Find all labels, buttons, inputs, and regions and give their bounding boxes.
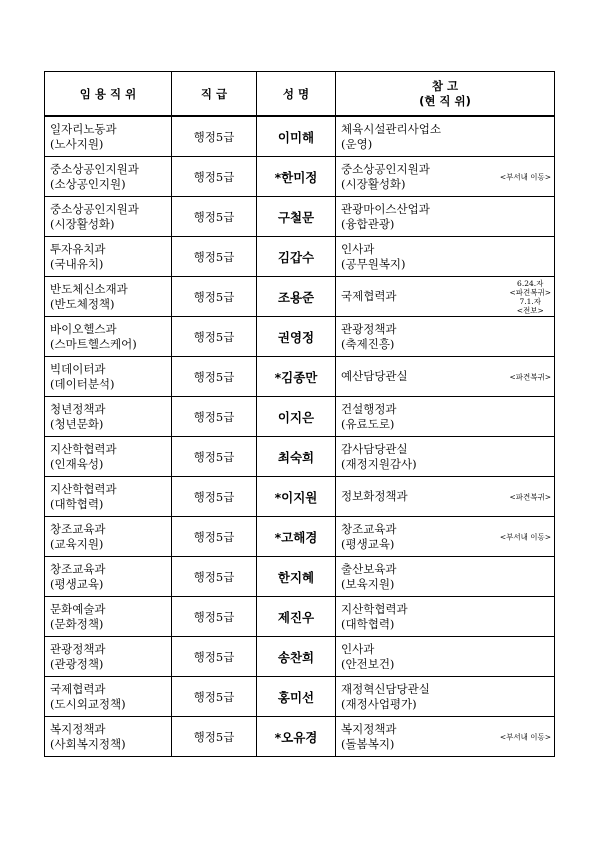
position-cell (45, 477, 172, 517)
position-dept: 중소상공인지원과 (50, 201, 139, 216)
grade-cell: 행정5급 (172, 277, 257, 317)
position-duty: (국내유치) (50, 256, 104, 271)
note-dept: 인사과 (341, 641, 375, 656)
position-duty: (도시외교정책) (50, 696, 126, 711)
personnel-table (44, 71, 555, 757)
position-cell (45, 677, 172, 717)
grade-cell: 행정5급 (172, 357, 257, 397)
note-cell (336, 637, 555, 677)
position-cell (45, 397, 172, 437)
note-duty: (유료도로) (341, 416, 395, 431)
note-dept: 예산담당관실 (341, 369, 408, 383)
note-duty: (보육지원) (341, 576, 395, 591)
header-note-title: 참 고 (431, 78, 459, 93)
remark-line: 7.1.자 (519, 297, 541, 306)
position-dept: 복지정책과 (50, 721, 106, 736)
table-row (45, 677, 555, 717)
remark-badge (509, 279, 551, 315)
note-dept: 체육시설관리사업소 (341, 121, 441, 136)
grade-cell: 행정5급 (172, 557, 257, 597)
table-row (45, 357, 555, 397)
position-duty: (인재육성) (50, 456, 104, 471)
position-dept: 문화예술과 (50, 601, 106, 616)
remark-badge: <부서내 이동> (499, 532, 551, 541)
position-dept: 지산학협력과 (50, 481, 117, 496)
grade-cell: 행정5급 (172, 637, 257, 677)
name-cell: *고해경 (257, 517, 336, 557)
name-cell: 홍미선 (257, 677, 336, 717)
note-duty: (시장활성화) (341, 176, 406, 191)
note-cell (336, 677, 555, 717)
position-duty: (교육지원) (50, 536, 104, 551)
grade-cell: 행정5급 (172, 197, 257, 237)
grade-cell: 행정5급 (172, 116, 257, 157)
name-cell: *오유경 (257, 717, 336, 757)
position-cell (45, 437, 172, 477)
grade-cell: 행정5급 (172, 437, 257, 477)
position-cell (45, 157, 172, 197)
position-cell (45, 237, 172, 277)
name-cell: *김종만 (257, 357, 336, 397)
note-cell (336, 517, 555, 557)
grade-cell: 행정5급 (172, 317, 257, 357)
table-row (45, 317, 555, 357)
table-row (45, 157, 555, 197)
note-dept: 복지정책과 (341, 721, 397, 736)
grade-cell: 행정5급 (172, 237, 257, 277)
position-dept: 일자리노동과 (50, 121, 117, 136)
remark-badge: <파견복귀> (509, 492, 551, 501)
position-dept: 관광정책과 (50, 641, 106, 656)
note-cell (336, 557, 555, 597)
position-cell (45, 717, 172, 757)
position-duty: (평생교육) (50, 576, 104, 591)
position-cell (45, 197, 172, 237)
name-cell: 한지혜 (257, 557, 336, 597)
position-dept: 청년정책과 (50, 401, 106, 416)
name-cell: *한미정 (257, 157, 336, 197)
position-cell (45, 637, 172, 677)
name-cell: 제진우 (257, 597, 336, 637)
position-duty: (반도체정책) (50, 296, 115, 311)
position-dept: 투자유치과 (50, 241, 106, 256)
note-dept: 국제협력과 (341, 289, 397, 303)
table-row (45, 237, 555, 277)
position-dept: 빅데이터과 (50, 361, 106, 376)
position-cell (45, 517, 172, 557)
note-cell (336, 397, 555, 437)
position-duty: (관광정책) (50, 656, 104, 671)
note-cell (336, 277, 555, 317)
position-dept: 창조교육과 (50, 521, 106, 536)
remark-badge: <파견복귀> (509, 372, 551, 381)
position-cell (45, 597, 172, 637)
header-name: 성 명 (257, 72, 336, 117)
name-cell: 조용준 (257, 277, 336, 317)
table-row (45, 397, 555, 437)
name-cell: 김갑수 (257, 237, 336, 277)
name-cell: 구철문 (257, 197, 336, 237)
position-dept: 반도체신소재과 (50, 281, 128, 296)
header-grade: 직 급 (172, 72, 257, 117)
note-cell (336, 437, 555, 477)
table-row (45, 437, 555, 477)
note-cell (336, 597, 555, 637)
name-cell: 권영정 (257, 317, 336, 357)
grade-cell: 행정5급 (172, 677, 257, 717)
position-dept: 지산학협력과 (50, 441, 117, 456)
note-dept: 재정혁신담당관실 (341, 681, 430, 696)
header-note (336, 72, 555, 117)
note-dept: 인사과 (341, 241, 375, 256)
table-row (45, 517, 555, 557)
grade-cell: 행정5급 (172, 597, 257, 637)
position-duty: (대학협력) (50, 496, 104, 511)
name-cell: 이지은 (257, 397, 336, 437)
note-dept: 지산학협력과 (341, 601, 408, 616)
name-cell: *이지원 (257, 477, 336, 517)
position-duty: (데이터분석) (50, 376, 115, 391)
name-cell: 최숙희 (257, 437, 336, 477)
remark-badge: <부서내 이동> (499, 172, 551, 181)
position-duty: (소상공인지원) (50, 176, 126, 191)
position-cell (45, 557, 172, 597)
position-cell (45, 317, 172, 357)
position-cell (45, 357, 172, 397)
note-duty: (안전보건) (341, 656, 395, 671)
header-position: 임 용 직 위 (45, 72, 172, 117)
position-cell (45, 116, 172, 157)
note-duty: (재정지원감사) (341, 456, 417, 471)
position-duty: (문화정책) (50, 616, 104, 631)
note-duty: (대학협력) (341, 616, 395, 631)
note-dept: 창조교육과 (341, 521, 397, 536)
table-row (45, 717, 555, 757)
position-cell (45, 277, 172, 317)
remark-badge: <부서내 이동> (499, 732, 551, 741)
note-cell (336, 237, 555, 277)
position-duty: (사회복지정책) (50, 736, 126, 751)
table-row (45, 637, 555, 677)
position-dept: 바이오헬스과 (50, 321, 117, 336)
table-row (45, 197, 555, 237)
note-cell (336, 477, 555, 517)
remark-line: <파견복귀> (509, 288, 551, 297)
note-duty: (융합관광) (341, 216, 395, 231)
note-duty: (재정사업평가) (341, 696, 417, 711)
note-duty: (축제진흥) (341, 336, 395, 351)
grade-cell: 행정5급 (172, 517, 257, 557)
note-dept: 관광정책과 (341, 321, 397, 336)
note-dept: 건설행정과 (341, 401, 397, 416)
note-dept: 정보화정책과 (341, 489, 408, 503)
note-dept: 관광마이스산업과 (341, 201, 430, 216)
note-cell (336, 717, 555, 757)
position-duty: (시장활성화) (50, 216, 115, 231)
table-row (45, 597, 555, 637)
grade-cell: 행정5급 (172, 157, 257, 197)
grade-cell: 행정5급 (172, 717, 257, 757)
remark-line: <전보> (516, 306, 544, 315)
note-cell (336, 357, 555, 397)
table-row (45, 116, 555, 157)
note-duty: (공무원복지) (341, 256, 406, 271)
position-duty: (스마트헬스케어) (50, 336, 137, 351)
note-dept: 감사담당관실 (341, 441, 408, 456)
header-note-subtitle: (현 직 위) (419, 93, 471, 108)
position-dept: 창조교육과 (50, 561, 106, 576)
name-cell: 송찬희 (257, 637, 336, 677)
note-duty: (돌봄복지) (341, 736, 395, 751)
grade-cell: 행정5급 (172, 397, 257, 437)
note-dept: 중소상공인지원과 (341, 161, 430, 176)
note-cell (336, 197, 555, 237)
remark-line: 6.24.자 (517, 279, 544, 288)
position-dept: 국제협력과 (50, 681, 106, 696)
position-duty: (청년문화) (50, 416, 104, 431)
table-row (45, 277, 555, 317)
grade-cell: 행정5급 (172, 477, 257, 517)
name-cell: 이미해 (257, 116, 336, 157)
note-duty: (평생교육) (341, 536, 395, 551)
note-dept: 출산보육과 (341, 561, 397, 576)
table-row (45, 477, 555, 517)
position-dept: 중소상공인지원과 (50, 161, 139, 176)
note-cell (336, 317, 555, 357)
table-row (45, 557, 555, 597)
table-header-row (45, 72, 555, 117)
note-duty: (운영) (341, 136, 373, 151)
position-duty: (노사지원) (50, 136, 104, 151)
note-cell (336, 157, 555, 197)
note-cell (336, 116, 555, 157)
